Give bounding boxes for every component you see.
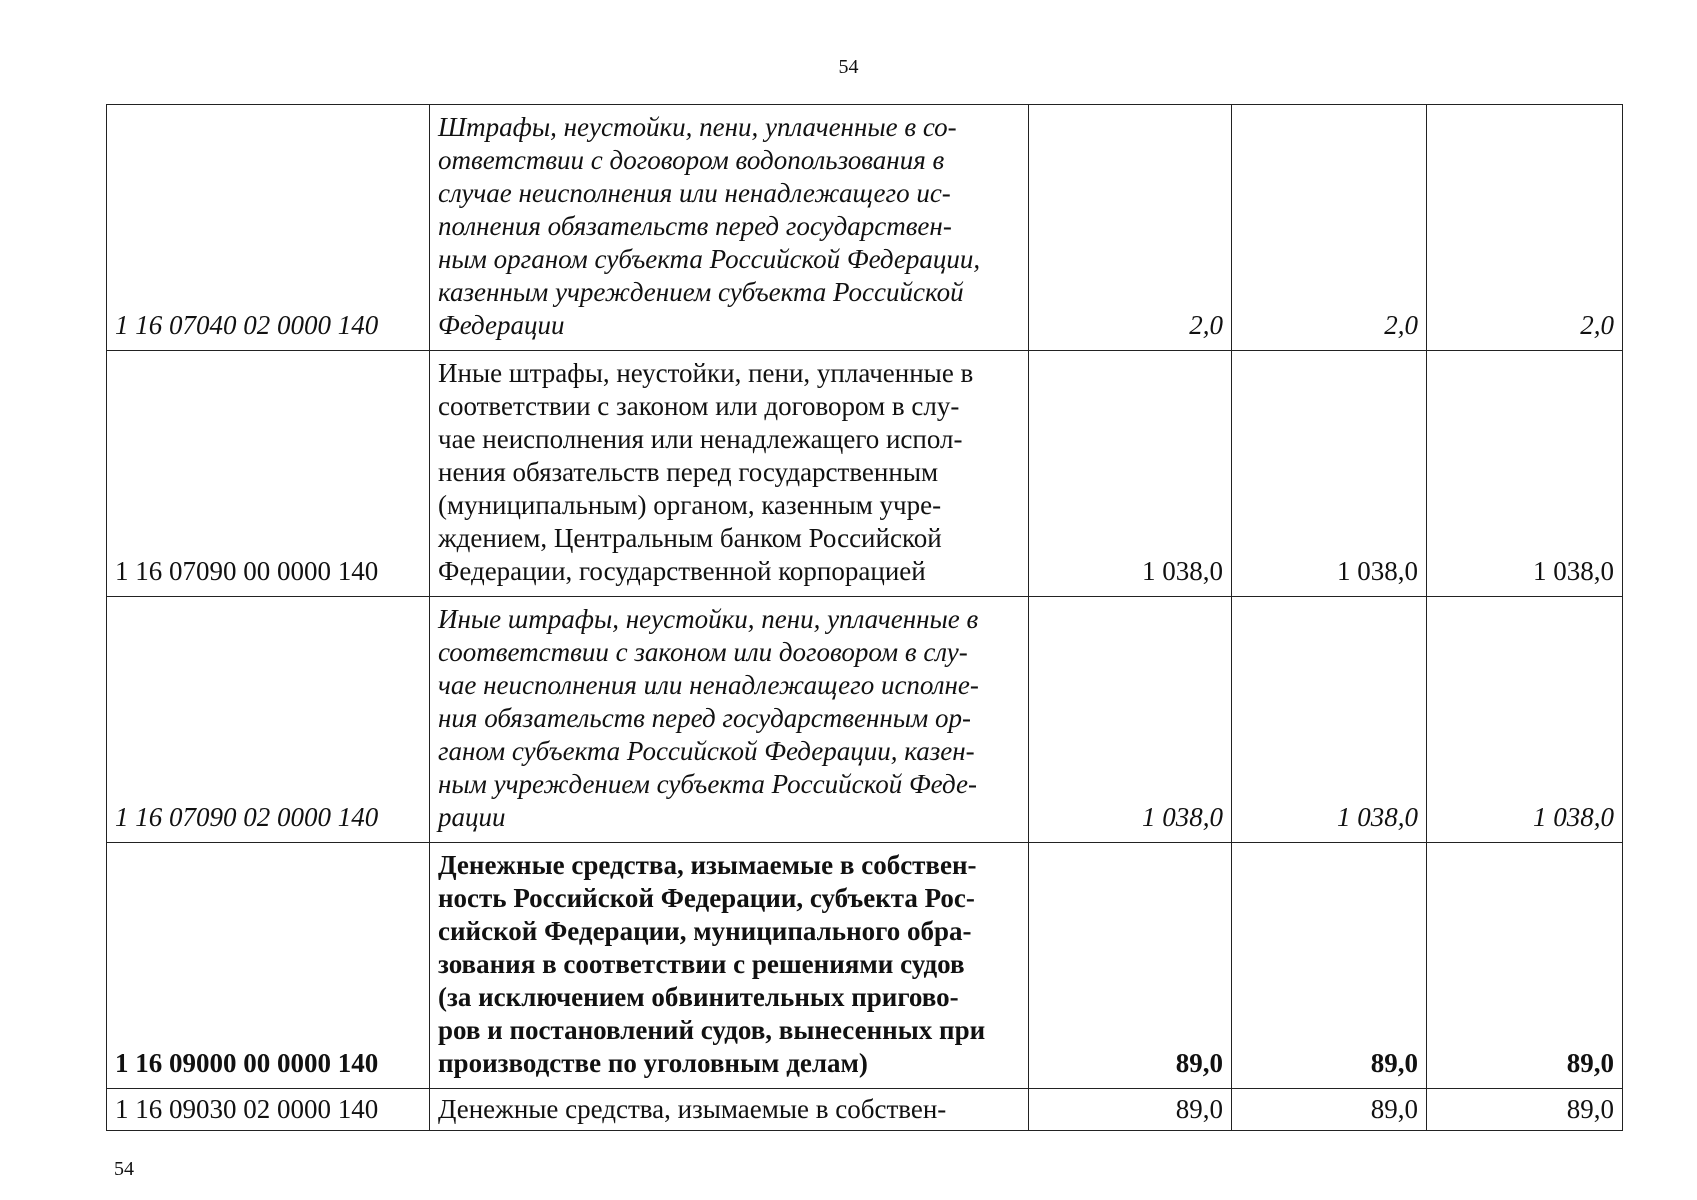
description-line: соответствии с законом или договором в слу-: [438, 391, 960, 421]
table-row: [107, 1089, 1623, 1131]
description-cell: [430, 105, 1029, 351]
budget-code-cell: 1 16 09030 02 0000 140: [107, 1089, 430, 1131]
description-line: (муниципальным) органом, казенным учре-: [438, 490, 942, 520]
value-cell-year-3: 89,0: [1427, 843, 1623, 1089]
description-line: Денежные средства, изымаемые в собствен-: [438, 1094, 947, 1124]
description-line: Иные штрафы, неустойки, пени, уплаченные в: [438, 358, 974, 388]
description-line: чае неисполнения или ненадлежащего испол-: [438, 424, 963, 454]
description-cell: [430, 843, 1029, 1089]
value-cell-year-3: 2,0: [1427, 105, 1623, 351]
table-row: [107, 105, 1623, 351]
description-line: ров и постановлений судов, вынесенных при: [438, 1015, 986, 1045]
page-number-top: 54: [838, 56, 859, 78]
description-line: ность Российской Федерации, субъекта Рос-: [438, 883, 975, 913]
value-cell-year-3: 89,0: [1427, 1089, 1623, 1131]
value-cell-year-2: 89,0: [1232, 843, 1427, 1089]
description-cell: [430, 1089, 1029, 1131]
description-line: Штрафы, неустойки, пени, уплаченные в со-: [438, 112, 957, 142]
description-line: Федерации, государственной корпорацией: [438, 556, 926, 586]
page-number-bottom: 54: [114, 1158, 134, 1180]
description-line: ганом субъекта Российской Федерации, казен-: [438, 736, 975, 766]
description-line: производстве по уголовным делам): [438, 1048, 868, 1078]
description-line: соответствии с законом или договором в слу-: [438, 637, 968, 667]
table-row: [107, 597, 1623, 843]
value-cell-year-1: 2,0: [1029, 105, 1232, 351]
budget-code-cell: 1 16 07090 02 0000 140: [107, 597, 430, 843]
value-cell-year-1: 89,0: [1029, 1089, 1232, 1131]
value-cell-year-3: 1 038,0: [1427, 597, 1623, 843]
budget-code-cell: 1 16 07090 00 0000 140: [107, 351, 430, 597]
value-cell-year-2: 2,0: [1232, 105, 1427, 351]
value-cell-year-1: 1 038,0: [1029, 597, 1232, 843]
value-cell-year-2: 89,0: [1232, 1089, 1427, 1131]
value-cell-year-1: 1 038,0: [1029, 351, 1232, 597]
value-cell-year-2: 1 038,0: [1232, 351, 1427, 597]
description-line: рации: [438, 802, 506, 832]
description-cell: [430, 597, 1029, 843]
table-row: [107, 843, 1623, 1089]
description-line: чае неисполнения или ненадлежащего исполне-: [438, 670, 979, 700]
description-line: ния обязательств перед государственным ор-: [438, 703, 971, 733]
table-row: [107, 351, 1623, 597]
description-line: (за исключением обвинительных пригово-: [438, 982, 959, 1012]
description-line: Денежные средства, изымаемые в собствен-: [438, 850, 977, 880]
description-line: казенным учреждением субъекта Российской: [438, 277, 964, 307]
budget-revenue-table: [106, 104, 1623, 1131]
description-line: ждением, Центральным банком Российской: [438, 523, 942, 553]
value-cell-year-2: 1 038,0: [1232, 597, 1427, 843]
description-line: ным органом субъекта Российской Федерации,: [438, 244, 981, 274]
description-line: ным учреждением субъекта Российской Феде-: [438, 769, 977, 799]
description-line: Федерации: [438, 310, 565, 340]
description-line: полнения обязательств перед государствен-: [438, 211, 952, 241]
description-line: нения обязательств перед государственным: [438, 457, 939, 487]
description-line: зования в соответствии с решениями судов: [438, 949, 965, 979]
description-line: случае неисполнения или ненадлежащего ис-: [438, 178, 951, 208]
value-cell-year-1: 89,0: [1029, 843, 1232, 1089]
description-cell: [430, 351, 1029, 597]
description-line: Иные штрафы, неустойки, пени, уплаченные в: [438, 604, 979, 634]
budget-code-cell: 1 16 07040 02 0000 140: [107, 105, 430, 351]
budget-code-cell: 1 16 09000 00 0000 140: [107, 843, 430, 1089]
description-line: ответствии с договором водопользования в: [438, 145, 945, 175]
value-cell-year-3: 1 038,0: [1427, 351, 1623, 597]
description-line: сийской Федерации, муниципального обра-: [438, 916, 972, 946]
